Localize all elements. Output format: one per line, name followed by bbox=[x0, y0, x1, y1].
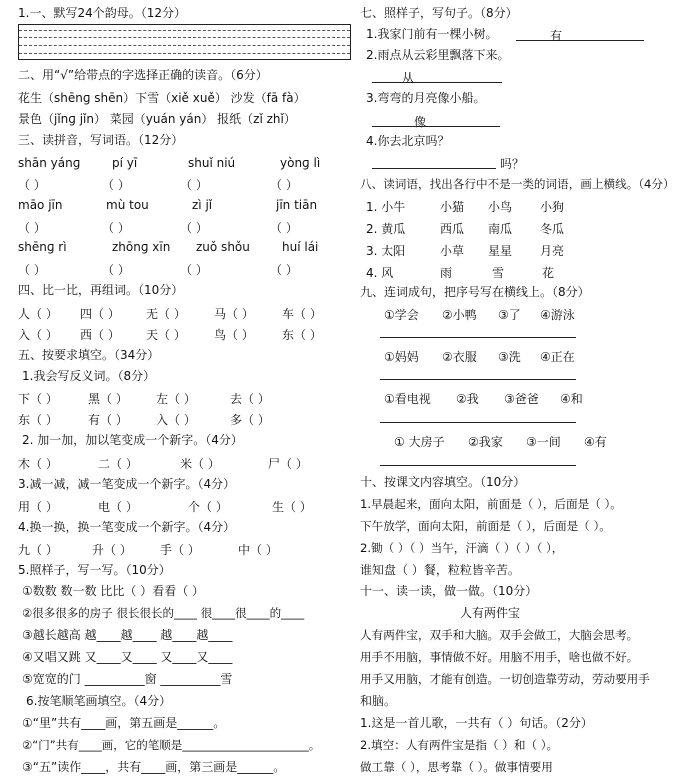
answer-paren[interactable]: （ ） bbox=[180, 221, 208, 235]
pinyin: yònɡ lì bbox=[280, 156, 321, 170]
word-card[interactable]: ②我家 bbox=[468, 435, 503, 449]
answer-paren[interactable]: （ ） bbox=[270, 178, 298, 192]
answer-line[interactable] bbox=[380, 337, 576, 338]
poem-line: 人有两件宝，双手和大脑。双手会做工，大脑会思考。 bbox=[360, 628, 639, 642]
s11-q3[interactable]: 做工靠（ ），思考靠（ ）。做事情要用 bbox=[360, 760, 553, 774]
word-item[interactable]: 4. 风 bbox=[366, 266, 394, 280]
antonym-item[interactable]: 左（ ） bbox=[156, 392, 196, 406]
word-item[interactable]: 3. 太阳 bbox=[366, 244, 406, 258]
answer-paren[interactable]: （ ） bbox=[102, 263, 130, 277]
poem-line: 和脑。 bbox=[360, 694, 397, 708]
section-9-title: 九、连词成句，把序号写在横线上。（8分） bbox=[360, 285, 590, 299]
minus-stroke-item[interactable]: 生（ ） bbox=[272, 500, 312, 514]
change-stroke-item[interactable]: 中（ ） bbox=[238, 543, 278, 557]
word-item[interactable]: 雨 bbox=[440, 266, 453, 280]
answer-line[interactable] bbox=[380, 465, 576, 466]
word-card[interactable]: ②衣服 bbox=[442, 350, 477, 364]
word-card[interactable]: ④有 bbox=[584, 435, 607, 449]
section-7-title: 七、照样子，写句子。（8分） bbox=[360, 6, 518, 20]
word-card[interactable]: ④正在 bbox=[540, 350, 575, 364]
minus-stroke-item[interactable]: 用（ ） bbox=[18, 500, 58, 514]
antonym-item[interactable]: 多（ ） bbox=[230, 413, 270, 427]
s10-line-3[interactable]: 2.锄（ ）（ ）当午，汗滴（ ）（ ）（ ）， bbox=[360, 541, 564, 555]
answer-paren[interactable]: （ ） bbox=[270, 263, 298, 277]
minus-stroke-item[interactable]: 个（ ） bbox=[188, 500, 228, 514]
word-card[interactable]: ③爸爸 bbox=[504, 392, 539, 406]
antonym-item[interactable]: 有（ ） bbox=[88, 413, 128, 427]
change-stroke-item[interactable]: 手（ ） bbox=[160, 543, 200, 557]
q5-line-a[interactable]: ①数数 数一数 比比（ ）看看（ ） bbox=[22, 584, 205, 598]
answer-paren[interactable]: （ ） bbox=[102, 178, 130, 192]
word-item[interactable]: 星星 bbox=[488, 244, 513, 258]
word-card[interactable]: ②小鸭 bbox=[442, 308, 477, 322]
word-item[interactable]: 2. 黄瓜 bbox=[366, 222, 406, 236]
section-2-row-1: 花生（shēnɡ shēn）下雪（xiě xuě） 沙发（fā fà） bbox=[18, 91, 306, 105]
pinyin: mù tou bbox=[106, 198, 149, 212]
pinyin: shān yánɡ bbox=[18, 156, 81, 170]
answer-paren[interactable]: （ ） bbox=[18, 263, 46, 277]
s11-q2[interactable]: 2.填空：人有两件宝是指（ ）和（ ）。 bbox=[360, 738, 559, 752]
add-stroke-item[interactable]: 米（ ） bbox=[180, 457, 220, 471]
word-card[interactable]: ④游泳 bbox=[540, 308, 575, 322]
compare-item[interactable]: 车（ ） bbox=[282, 307, 322, 321]
s7-q4: 4.你去北京吗？ bbox=[366, 134, 450, 148]
word-item[interactable]: 小鸟 bbox=[488, 200, 513, 214]
q5-line-d[interactable]: ④又唱又跳 又____又____ 又____又____ bbox=[22, 650, 233, 664]
pinyin: zhōnɡ xīn bbox=[112, 240, 171, 254]
q6-title: 6.按笔顺笔画填空。（4分） bbox=[26, 694, 172, 708]
answer-paren[interactable]: （ ） bbox=[102, 221, 130, 235]
s7-q3: 3.弯弯的月亮像小船。 bbox=[366, 91, 486, 105]
section-4-title: 四、比一比，再组词。（10分） bbox=[18, 283, 184, 297]
pinyin: pí yī bbox=[112, 156, 138, 170]
section-10-title: 十、按课文内容填空。（10分） bbox=[360, 475, 526, 489]
answer-paren[interactable]: （ ） bbox=[18, 178, 46, 192]
poem-line: 用手不用脑，事情做不好。用脑不用手，啥也做不好。 bbox=[360, 650, 639, 664]
s11-q1[interactable]: 1.这是一首儿歌，一共有（ ）句话。（2分） bbox=[360, 716, 593, 730]
compare-item[interactable]: 马（ ） bbox=[214, 307, 254, 321]
answer-paren[interactable]: （ ） bbox=[270, 221, 298, 235]
word-card[interactable]: ④和 bbox=[560, 392, 583, 406]
compare-item[interactable]: 入（ ） bbox=[18, 328, 58, 342]
pinyin: māo jīn bbox=[18, 198, 63, 212]
q6-line-b[interactable]: ②“门”共有____画，它的笔顺是______________________。 bbox=[22, 738, 321, 752]
word-card[interactable]: ①妈妈 bbox=[384, 350, 419, 364]
s7-q1-keyword: 有 bbox=[550, 29, 563, 43]
add-stroke-item[interactable]: 二（ ） bbox=[98, 457, 138, 471]
q2-title: 2. 加一加，加以笔变成一个新字。（4分） bbox=[22, 433, 243, 447]
antonym-item[interactable]: 黑（ ） bbox=[88, 392, 128, 406]
section-8-title: 八、读词语，找出各行中不是一类的词语，画上横线。（4分） bbox=[360, 177, 675, 191]
word-card[interactable]: ③了 bbox=[498, 308, 521, 322]
section-1-title: 1.一、默写24个韵母。（12分） bbox=[18, 6, 186, 20]
antonym-item[interactable]: 下（ ） bbox=[18, 392, 58, 406]
q5-title: 5.照样子，写一写。（10分） bbox=[18, 563, 171, 577]
answer-line[interactable] bbox=[516, 40, 644, 41]
answer-line[interactable] bbox=[380, 422, 576, 423]
section-2-row-2: 景色（jǐnɡ jǐn） 菜园（yuán yán） 报纸（zǐ zhǐ） bbox=[18, 112, 296, 126]
compare-item[interactable]: 鸟（ ） bbox=[214, 328, 254, 342]
q5-line-c[interactable]: ③越长越高 越____越____ 越____越____ bbox=[22, 628, 233, 642]
answer-line[interactable] bbox=[372, 82, 502, 83]
pinyin: zuǒ shǒu bbox=[196, 240, 250, 254]
section-11-title: 十一、读一读，做一做。（10分） bbox=[360, 584, 538, 598]
change-stroke-item[interactable]: 九（ ） bbox=[18, 543, 58, 557]
compare-item[interactable]: 四（ ） bbox=[80, 307, 120, 321]
antonym-item[interactable]: 东（ ） bbox=[18, 413, 58, 427]
add-stroke-item[interactable]: 尸（ ） bbox=[268, 457, 308, 471]
q6-line-a[interactable]: ①“里”共有____画，第五画是______。 bbox=[22, 716, 226, 730]
word-item[interactable]: 小狗 bbox=[540, 200, 565, 214]
word-card[interactable]: ①看电视 bbox=[384, 392, 431, 406]
compare-item[interactable]: 无（ ） bbox=[146, 307, 186, 321]
answer-line[interactable] bbox=[372, 168, 496, 169]
word-item[interactable]: 月亮 bbox=[540, 244, 565, 258]
pinyin: zì jǐ bbox=[192, 198, 213, 212]
word-card[interactable]: ①学会 bbox=[384, 308, 419, 322]
word-card[interactable]: ① 大房子 bbox=[394, 435, 445, 449]
minus-stroke-item[interactable]: 电（ ） bbox=[98, 500, 138, 514]
word-card[interactable]: ②我 bbox=[456, 392, 479, 406]
s7-q4-keyword: 吗？ bbox=[500, 157, 525, 171]
section-5-title: 五、按要求填空。（34分） bbox=[18, 348, 160, 362]
s7-q3-keyword: 像 bbox=[414, 115, 427, 129]
answer-paren[interactable]: （ ） bbox=[18, 221, 46, 235]
answer-line[interactable] bbox=[380, 379, 576, 380]
pinyin: shēnɡ rì bbox=[18, 240, 67, 254]
s7-q2: 2.雨点从云彩里飘落下来。 bbox=[366, 48, 510, 62]
antonym-item[interactable]: 入（ ） bbox=[156, 413, 196, 427]
compare-item[interactable]: 天（ ） bbox=[146, 328, 186, 342]
answer-paren[interactable]: （ ） bbox=[180, 263, 208, 277]
pinyin: jīn tiān bbox=[276, 198, 318, 212]
pinyin-writing-box[interactable] bbox=[18, 24, 351, 60]
section-3-title: 三、读拼音，写词语。（12分） bbox=[18, 133, 184, 147]
antonym-item[interactable]: 去（ ） bbox=[230, 392, 270, 406]
change-stroke-item[interactable]: 升（ ） bbox=[92, 543, 132, 557]
word-item[interactable]: 冬瓜 bbox=[540, 222, 565, 236]
compare-item[interactable]: 西（ ） bbox=[80, 328, 120, 342]
word-item[interactable]: 雪 bbox=[492, 266, 505, 280]
s10-line-2[interactable]: 下午放学，面向太阳，前面是（ ），后面是（ ）。 bbox=[360, 519, 611, 533]
s7-q2-keyword: 从 bbox=[402, 71, 415, 85]
word-item[interactable]: 1. 小牛 bbox=[366, 200, 406, 214]
section-2-title: 二、用“√”给带点的字选择正确的读音。（6分） bbox=[18, 68, 268, 82]
q6-line-c[interactable]: ③“五”读作____，共有____画，第三画是______。 bbox=[22, 760, 286, 774]
s7-q1: 1.我家门前有一棵小树。 bbox=[366, 27, 498, 41]
word-card[interactable]: ③洗 bbox=[498, 350, 521, 364]
q5-line-b[interactable]: ②很多很多的房子 很长很长的____ 很____很____的____ bbox=[22, 606, 305, 620]
s10-line-4[interactable]: 谁知盘（ ）餐，粒粒皆辛苦。 bbox=[360, 563, 520, 577]
answer-paren[interactable]: （ ） bbox=[180, 178, 208, 192]
q4-title: 4.换一换，换一笔变成一个新字。（4分） bbox=[18, 520, 236, 534]
poem-line: 用手又用脑，才能有创造。一切创造靠劳动，劳动要用手 bbox=[360, 672, 650, 686]
word-card[interactable]: ③一间 bbox=[526, 435, 561, 449]
pinyin: huí lái bbox=[282, 240, 319, 254]
pinyin: shuǐ niú bbox=[188, 156, 236, 170]
word-item[interactable]: 南瓜 bbox=[488, 222, 513, 236]
answer-line[interactable] bbox=[372, 126, 500, 127]
compare-item[interactable]: 东（ ） bbox=[282, 328, 322, 342]
poem-title: 人有两件宝 bbox=[460, 606, 521, 620]
q3-title: 3.减一减，减一笔变成一个新字。（4分） bbox=[18, 477, 236, 491]
word-item[interactable]: 西瓜 bbox=[440, 222, 465, 236]
q5-line-e[interactable]: ⑤宽宽的门 __________窗 __________雪 bbox=[22, 672, 233, 686]
add-stroke-item[interactable]: 木（ ） bbox=[18, 457, 58, 471]
q1-title: 1.我会写反义词。（8分） bbox=[22, 369, 156, 383]
s10-line-1[interactable]: 1.早晨起来，面向太阳，前面是（ ），后面是（ ）。 bbox=[360, 497, 622, 511]
compare-item[interactable]: 人（ ） bbox=[18, 307, 58, 321]
word-item[interactable]: 小草 bbox=[440, 244, 465, 258]
word-item[interactable]: 花 bbox=[542, 266, 555, 280]
word-item[interactable]: 小猫 bbox=[440, 200, 465, 214]
